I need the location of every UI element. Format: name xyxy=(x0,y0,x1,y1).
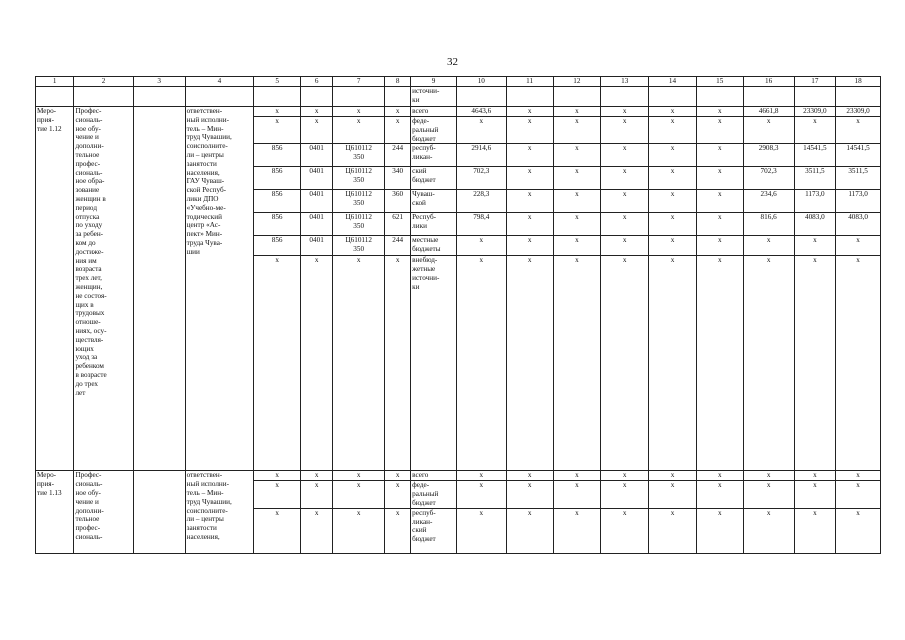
amount-cell: 4643,6 xyxy=(456,107,506,117)
budget-code-cell: 856 xyxy=(254,236,301,256)
amount-cell: x xyxy=(601,190,649,213)
budget-code-cell: x xyxy=(301,117,333,144)
amount-cell: x xyxy=(506,471,553,481)
amount-cell: x xyxy=(794,481,836,508)
amount-cell: x xyxy=(649,144,697,167)
amount-cell: x xyxy=(601,167,649,190)
amount-cell: 14541,5 xyxy=(794,144,836,167)
amount-cell: x xyxy=(794,117,836,144)
amount-cell: x xyxy=(696,107,743,117)
amount-cell: x xyxy=(696,117,743,144)
amount-cell: x xyxy=(456,117,506,144)
amount-cell: x xyxy=(506,508,553,553)
column-number: 18 xyxy=(836,77,881,87)
amount-cell: x xyxy=(506,481,553,508)
budget-code-cell: x xyxy=(254,508,301,553)
budget-code-cell: 0401 xyxy=(301,190,333,213)
amount-cell: x xyxy=(836,236,881,256)
amount-cell: 2914,6 xyxy=(456,144,506,167)
budget-code-cell: x xyxy=(333,256,385,471)
amount-cell: x xyxy=(553,167,601,190)
budget-code-cell: 0401 xyxy=(301,236,333,256)
amount-cell: 23309,0 xyxy=(794,107,836,117)
amount-cell: x xyxy=(553,213,601,236)
budget-code-cell: x xyxy=(254,471,301,481)
funding-source-cell: респуб- ликан- ский бюджет xyxy=(411,508,457,553)
column-number: 7 xyxy=(333,77,385,87)
amount-cell: 798,4 xyxy=(456,213,506,236)
activity-name-cell: Меро- прия- тие 1.13 xyxy=(36,471,74,553)
amount-cell: x xyxy=(836,481,881,508)
amount-cell: x xyxy=(601,236,649,256)
funding-source-cell: местные бюджеты xyxy=(411,236,457,256)
budget-code-cell: x xyxy=(385,256,411,471)
amount-cell: x xyxy=(601,144,649,167)
budget-code-cell: Ц610112 350 xyxy=(333,213,385,236)
amount-cell: x xyxy=(456,481,506,508)
budget-code-cell: x xyxy=(333,107,385,117)
amount-cell: x xyxy=(696,236,743,256)
amount-cell: 14541,5 xyxy=(836,144,881,167)
amount-cell: 4661,8 xyxy=(743,107,794,117)
amount-cell: x xyxy=(836,117,881,144)
amount-cell: x xyxy=(696,144,743,167)
budget-code-cell: 0401 xyxy=(301,144,333,167)
amount-cell: x xyxy=(696,190,743,213)
budget-code-cell: 340 xyxy=(385,167,411,190)
amount-cell: x xyxy=(456,236,506,256)
amount-cell: x xyxy=(649,236,697,256)
amount-cell: x xyxy=(553,471,601,481)
budget-code-cell: Ц610112 350 xyxy=(333,144,385,167)
budget-code-cell: 856 xyxy=(254,213,301,236)
funding-source-cell: ский бюджет xyxy=(411,167,457,190)
table-row xyxy=(36,107,881,117)
page-number: 32 xyxy=(447,56,458,68)
amount-cell: 228,3 xyxy=(456,190,506,213)
amount-cell: x xyxy=(506,167,553,190)
funding-source-cell: феде- ральный бюджет xyxy=(411,117,457,144)
amount-cell: x xyxy=(649,508,697,553)
budget-code-cell: x xyxy=(333,481,385,508)
funding-source-cell: всего xyxy=(411,107,457,117)
amount-cell: x xyxy=(696,256,743,471)
budget-code-cell: x xyxy=(333,508,385,553)
amount-cell: x xyxy=(743,236,794,256)
funding-source-cell: всего xyxy=(411,471,457,481)
amount-cell: x xyxy=(553,107,601,117)
amount-cell: x xyxy=(506,117,553,144)
activity-name-cell: Меро- прия- тие 1.12 xyxy=(36,107,74,471)
budget-code-cell: 244 xyxy=(385,144,411,167)
continuation-row xyxy=(36,87,881,107)
amount-cell: 702,3 xyxy=(743,167,794,190)
funding-source-cell: источни- ки xyxy=(411,87,457,107)
amount-cell: x xyxy=(696,213,743,236)
activity-description-cell: Профес- сиональ- ное обу- чение и дополни- тельное профес- сиональ- ное обра- зование женщин в период отпуска по уходу за ребен- ком до достиже- ния им возраста трех лет, женщин, не состоя- щих в трудовых отноше- ниях, осу- ществля- ющих уход за ребенком в возрасте до трех лет xyxy=(74,107,133,471)
funding-source-cell: респуб- ликан- xyxy=(411,144,457,167)
column-number: 8 xyxy=(385,77,411,87)
amount-cell: x xyxy=(836,508,881,553)
amount-cell: x xyxy=(506,144,553,167)
table-body xyxy=(36,77,881,554)
amount-cell: 1173,0 xyxy=(794,190,836,213)
amount-cell: x xyxy=(553,117,601,144)
amount-cell: x xyxy=(506,256,553,471)
amount-cell: x xyxy=(649,481,697,508)
amount-cell: x xyxy=(649,471,697,481)
amount-cell: 3511,5 xyxy=(836,167,881,190)
amount-cell: x xyxy=(696,481,743,508)
column-number: 16 xyxy=(743,77,794,87)
amount-cell: 816,6 xyxy=(743,213,794,236)
amount-cell: x xyxy=(743,508,794,553)
budget-code-cell: x xyxy=(301,256,333,471)
amount-cell: 4083,0 xyxy=(836,213,881,236)
funding-source-cell: Чуваш- ской xyxy=(411,190,457,213)
budget-code-cell: x xyxy=(254,107,301,117)
amount-cell: x xyxy=(553,481,601,508)
column-number: 11 xyxy=(506,77,553,87)
empty-cell xyxy=(133,107,185,471)
amount-cell: x xyxy=(794,256,836,471)
budget-code-cell: x xyxy=(254,117,301,144)
budget-code-cell: 360 xyxy=(385,190,411,213)
amount-cell: 2908,3 xyxy=(743,144,794,167)
column-number: 9 xyxy=(411,77,457,87)
amount-cell: x xyxy=(553,144,601,167)
column-number: 2 xyxy=(74,77,133,87)
amount-cell: x xyxy=(601,213,649,236)
amount-cell: x xyxy=(601,117,649,144)
column-number: 3 xyxy=(133,77,185,87)
budget-code-cell: x xyxy=(254,481,301,508)
budget-code-cell: x xyxy=(301,107,333,117)
amount-cell: x xyxy=(601,107,649,117)
budget-code-cell: x xyxy=(385,471,411,481)
amount-cell: x xyxy=(696,508,743,553)
budget-code-cell: x xyxy=(385,117,411,144)
amount-cell: x xyxy=(794,508,836,553)
amount-cell: x xyxy=(836,256,881,471)
funding-source-cell: феде- ральный бюджет xyxy=(411,481,457,508)
column-number-row xyxy=(36,77,881,87)
amount-cell: x xyxy=(601,256,649,471)
amount-cell: x xyxy=(601,481,649,508)
amount-cell: x xyxy=(553,256,601,471)
amount-cell: x xyxy=(743,117,794,144)
amount-cell: x xyxy=(506,190,553,213)
budget-code-cell: x xyxy=(333,471,385,481)
empty-cell xyxy=(133,471,185,553)
budget-code-cell: x xyxy=(301,481,333,508)
table-row xyxy=(36,471,881,481)
column-number: 6 xyxy=(301,77,333,87)
budget-code-cell: 0401 xyxy=(301,213,333,236)
budget-code-cell: x xyxy=(385,508,411,553)
activity-description-cell: Профес- сиональ- ное обу- чение и дополни- тельное профес- сиональ- xyxy=(74,471,133,553)
budget-code-cell: 244 xyxy=(385,236,411,256)
amount-cell: 4083,0 xyxy=(794,213,836,236)
amount-cell: 3511,5 xyxy=(794,167,836,190)
amount-cell: x xyxy=(456,508,506,553)
column-number: 10 xyxy=(456,77,506,87)
amount-cell: x xyxy=(794,471,836,481)
amount-cell: x xyxy=(794,236,836,256)
budget-code-cell: 856 xyxy=(254,190,301,213)
amount-cell: x xyxy=(553,236,601,256)
column-number: 15 xyxy=(696,77,743,87)
amount-cell: x xyxy=(743,481,794,508)
amount-cell: x xyxy=(696,167,743,190)
column-number: 5 xyxy=(254,77,301,87)
column-number: 14 xyxy=(649,77,697,87)
amount-cell: x xyxy=(743,471,794,481)
responsible-executor-cell: ответствен- ный исполни- тель – Мин- труд Чувашии, соисполните- ли – центры занятости населения, ГАУ Чуваш- ской Респуб- лики ДПО «Учебно-ме- тодический центр «Ас- пект» Мин- труда Чува- шии xyxy=(185,107,254,471)
budget-code-cell: x xyxy=(301,508,333,553)
amount-cell: x xyxy=(649,256,697,471)
amount-cell: x xyxy=(836,471,881,481)
amount-cell: x xyxy=(649,117,697,144)
amount-cell: 234,6 xyxy=(743,190,794,213)
budget-code-cell: x xyxy=(385,481,411,508)
amount-cell: 1173,0 xyxy=(836,190,881,213)
amount-cell: x xyxy=(506,213,553,236)
amount-cell: x xyxy=(456,471,506,481)
column-number: 13 xyxy=(601,77,649,87)
amount-cell: x xyxy=(601,471,649,481)
budget-code-cell: Ц610112 350 xyxy=(333,190,385,213)
amount-cell: x xyxy=(649,190,697,213)
funding-source-cell: Респуб- лики xyxy=(411,213,457,236)
budget-code-cell: 856 xyxy=(254,144,301,167)
budget-code-cell: x xyxy=(301,471,333,481)
amount-cell: x xyxy=(601,508,649,553)
responsible-executor-cell: ответствен- ный исполни- тель – Мин- труд Чувашии, соисполните- ли – центры занятости населения, xyxy=(185,471,254,553)
amount-cell: x xyxy=(553,190,601,213)
amount-cell: x xyxy=(696,471,743,481)
amount-cell: 702,3 xyxy=(456,167,506,190)
budget-code-cell: 621 xyxy=(385,213,411,236)
budget-code-cell: 0401 xyxy=(301,167,333,190)
program-activities-table xyxy=(35,76,881,554)
column-number: 17 xyxy=(794,77,836,87)
budget-code-cell: x xyxy=(254,256,301,471)
budget-code-cell: x xyxy=(385,107,411,117)
budget-code-cell: Ц610112 350 xyxy=(333,167,385,190)
amount-cell: x xyxy=(553,508,601,553)
budget-code-cell: x xyxy=(333,117,385,144)
column-number: 4 xyxy=(185,77,254,87)
amount-cell: x xyxy=(649,213,697,236)
budget-code-cell: Ц610112 350 xyxy=(333,236,385,256)
amount-cell: x xyxy=(506,107,553,117)
amount-cell: x xyxy=(649,107,697,117)
column-number: 12 xyxy=(553,77,601,87)
column-number: 1 xyxy=(36,77,74,87)
amount-cell: x xyxy=(506,236,553,256)
amount-cell: x xyxy=(456,256,506,471)
budget-code-cell: 856 xyxy=(254,167,301,190)
amount-cell: x xyxy=(743,256,794,471)
amount-cell: 23309,0 xyxy=(836,107,881,117)
funding-source-cell: внебюд- жетные источни- ки xyxy=(411,256,457,471)
amount-cell: x xyxy=(649,167,697,190)
